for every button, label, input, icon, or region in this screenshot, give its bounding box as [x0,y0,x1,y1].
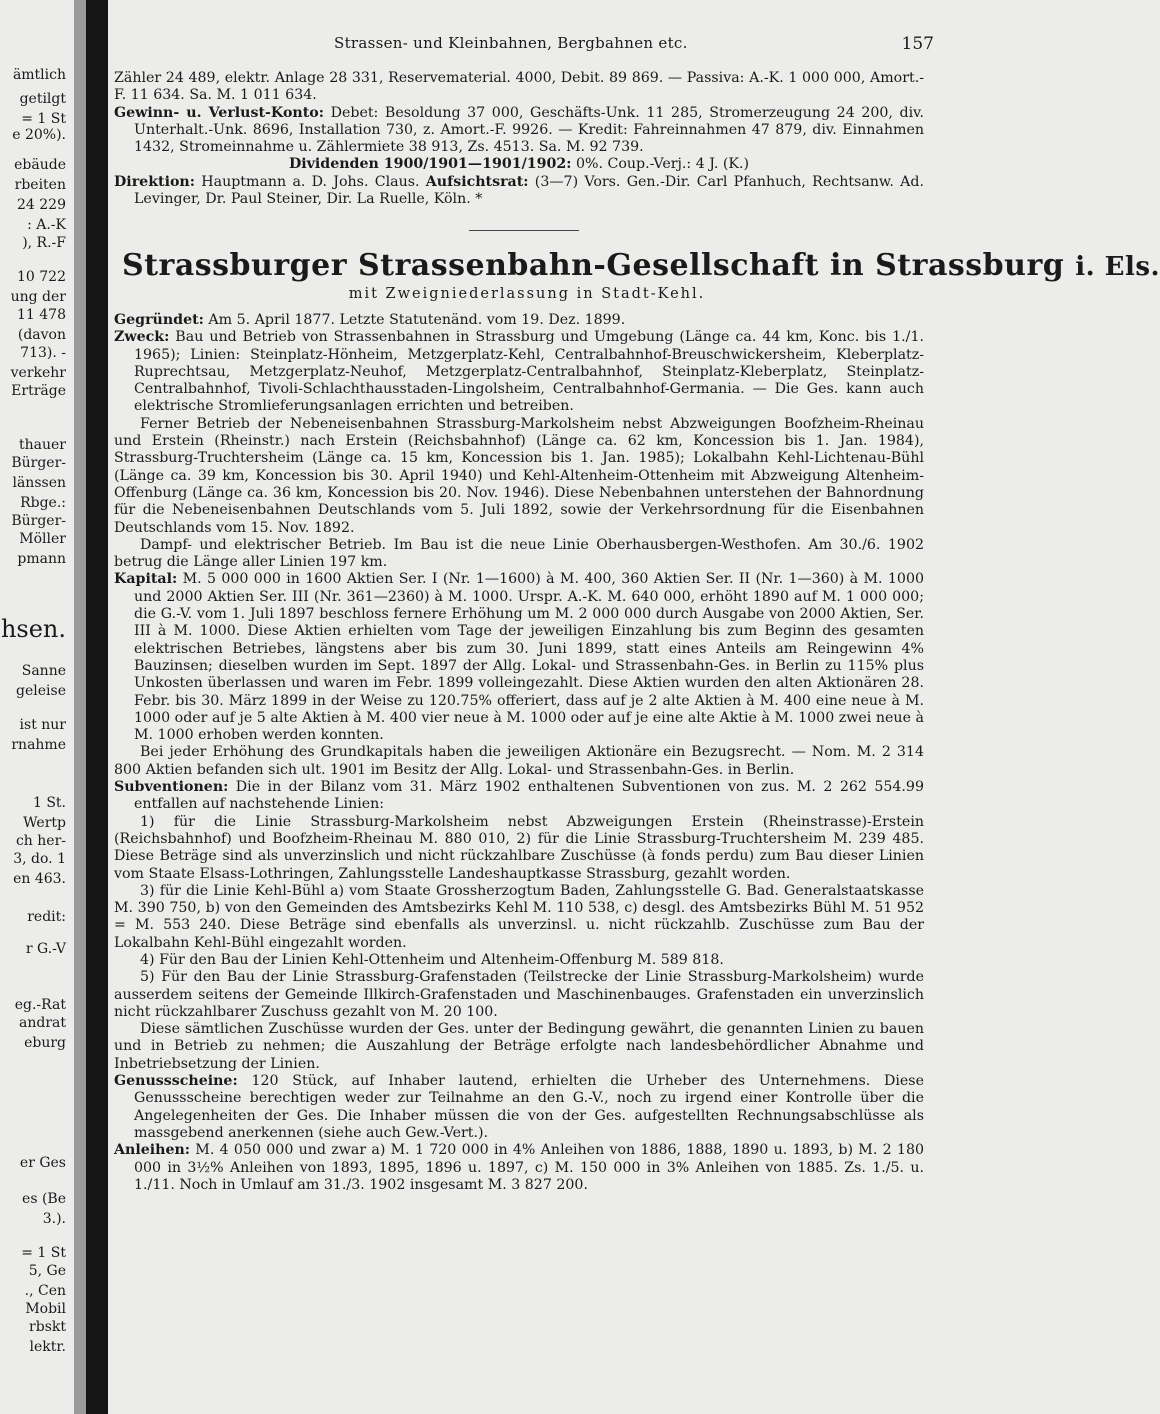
company-entry [114,312,924,1194]
facing-page-text: ebäude [14,157,66,173]
gewinn-label: Gewinn- u. Verlust-Konto: [114,104,324,121]
direktion-text: Hauptmann a. D. Johs. Claus. [194,173,420,190]
facing-page-text: 1 St. [32,795,66,811]
anleihen-text: M. 4 050 000 und zwar a) M. 1 720 000 in 4% Anleihen von 1886, 1888, 1890 u. 1893, b) M. 2 180 000 in 3½% Anleihen von 1893, 1895, 1896 u. 1897, c) M. 150 000 in 3% Anleihen von 1885. Zs. 1./5. u. 1./11. Noch in Umlauf am 31./3. 1902 insgesamt M. 3 827 200. [134,1142,924,1193]
subventionen-section [114,779,924,814]
facing-page-text: 713). - [20,345,66,361]
balance-line: Zähler 24 489, elektr. Anlage 28 331, Reservematerial. 4000, Debit. 89 869. — Passiva: A.-K. 1 000 000, Amort.-F. 11 634. Sa. M. 1 011 634. [114,70,924,104]
section-divider [469,230,579,231]
facing-page-text: ch her- [15,833,66,849]
facing-page-text: Erträge [11,383,66,399]
facing-page-text: (davon [17,327,66,343]
gewinn-text: Debet: Besoldung 37 000, Geschäfts-Unk. 11 285, Stromerzeugung 24 200, div. Unterhalt.-Unk. 8696, Installation 730, z. Amort.-F. 9926. — Kredit: Fahreinnahmen 47 879, div. Einnahmen 1432, Stromeinnahme u. Zählermiete 38 913, Zs. 4513. Sa. M. 92 739. [134,104,924,156]
facing-page-text: Rbge.: [20,495,66,511]
facing-page-text: andrat [19,1015,66,1031]
facing-page-text: ung der [10,289,66,305]
zweck-section [114,329,924,415]
facing-page-text: eburg [24,1035,66,1051]
subventionen-paragraph-6: Diese sämtlichen Zuschüsse wurden der Ges. unter der Bedingung gewährt, die genannten Linien zu bauen und in Betrieb zu nehmen; die Auszahlung der Beträge erfolgte nach landesbehördlicher Abnahme und Inbetriebsetzung der Linien. [114,1021,924,1072]
facing-page-text: ), R.-F [22,235,66,251]
zweck-paragraph-3: Dampf- und elektrischer Betrieb. Im Bau ist die neue Linie Oberhausbergen-Westhofen. Am 30./6. 1902 betrug die Länge aller Linien 197 km. [114,536,924,571]
gegruendet-label: Gegründet: [114,312,204,328]
zweck-text: Bau und Betrieb von Strassenbahnen in Strassburg und Umgebung (Länge ca. 44 km, Konc. bis 1./1. 1965); Linien: Steinplatz-Hönheim, Metzgerplatz-Kehl, Centralbahnhof-Breuschwickersheim, Kleberplatz-Ruprechtsau, Metzgerplatz-Neuhof, Metzgerplatz-Centralbahnhof, Steinplatz-Kleberplatz, Steinplatz-Centralbahnhof, Tivoli-Schlachthausstaden-Lingolsheim, Centralbahnhof-Germania. — Die Ges. kann auch elektrische Stromlieferungsanlagen errichten und betreiben. [134,329,924,415]
company-heading [122,248,1160,283]
subventionen-paragraph-5: 5) Für den Bau der Linie Strassburg-Grafenstaden (Teilstrecke der Linie Strassburg-Markolsheim) wurde ausserdem seitens der Gemeinde Illkirch-Grafenstaden und Maschinenbauges. Grafenstaden ein unverzinslich nicht rückzahlbarer Zuschuss gezahlt von M. 20 100. [114,969,924,1020]
facing-page-text: Mobil [25,1301,66,1317]
gegruendet-text: Am 5. April 1877. Letzte Statutenänd. vom 19. Dez. 1899. [203,312,626,328]
company-name: Strassburger Strassenbahn-Gesellschaft in Strassburg [122,248,1065,283]
facing-page-text: : A.-K [27,217,66,233]
facing-page-fragment [0,0,70,1414]
gewinn-section [114,105,924,157]
facing-page-text: 3, do. 1 [13,851,66,867]
facing-page-text: Bürger- [11,513,66,529]
facing-page-text: getilgt [19,91,66,107]
subventionen-paragraph-3: 3) für die Linie Kehl-Bühl a) vom Staate Grossherzogtum Baden, Zahlungsstelle G. Bad. Generalstaatskasse M. 390 750, b) von den Gemeinden des Amtsbezirks Kehl M. 110 538, c) desgl. des Amtsbezirks Bühl M. 51 952 = M. 553 240. Diese Beträge sind ebenfalls als unverzinsl. u. nicht rückzahlb. Zuschüsse zum Bau der Lokalbahn Kehl-Bühl eingezahlt worden. [114,882,924,951]
facing-page-text: er Ges [19,1155,66,1171]
facing-page-text: Möller [19,531,66,547]
facing-page-text: pmann [17,551,66,567]
facing-page-text: = 1 St [21,1245,66,1261]
page-body [114,0,1160,1414]
facing-page-text: redit: [27,909,66,925]
facing-page-text: ., Cen [24,1283,66,1299]
facing-page-text: 3.). [42,1211,66,1227]
zweck-label: Zweck: [114,329,170,346]
previous-entry [114,70,924,208]
facing-page-text: lektr. [29,1339,66,1355]
facing-page-text: Wertp [23,815,66,831]
binding-shadow [74,0,86,1414]
genussscheine-section [114,1073,924,1142]
facing-page-text: geleise [16,683,66,699]
facing-page-text: ist nur [19,717,66,733]
facing-page-text: es (Be [22,1191,66,1207]
facing-page-text: thauer [19,437,66,453]
company-location-suffix: i. Els. [1075,252,1160,282]
kapital-paragraph-2: Bei jeder Erhöhung des Grundkapitals haben die jeweiligen Aktionäre ein Bezugsrecht. — Nom. M. 2 314 800 Aktien befanden sich ult. 1901 im Besitz der Allg. Lokal- und Strassenbahn-Ges. in Berlin. [114,744,924,778]
aufsichtsrat-label: Aufsichtsrat: [425,173,529,190]
anleihen-label: Anleihen: [114,1142,191,1159]
kapital-label: Kapital: [114,571,178,588]
binding-gutter [86,0,108,1414]
dividenden-label: Dividenden 1900/1901—1901/1902: [288,156,572,173]
zweck-paragraph-2: Ferner Betrieb der Nebeneisenbahnen Strassburg-Markolsheim nebst Abzweigungen Boofzheim-Rheinau und Erstein (Rheinstr.) nach Erstein (Reichsbahnhof) (Länge ca. 62 km, Koncession bis 1. Jan. 1984), Strassburg-Truchtersheim (Länge ca. 15 km, Koncession bis 1. Jan. 1985); Lokalbahn Kehl-Lichtenau-Bühl (Länge ca. 39 km, Koncession bis 30. April 1940) und Kehl-Altenheim-Ottenheim mit Abzweigung Altenheim-Offenburg (Länge ca. 36 km, Koncession bis 20. Nov. 1946). Diese Nebenbahnen unterstehen der Bahnordnung für die Nebeneisenbahnen Deutschlands vom 5. Juli 1892, sowie der Verkehrsordnung für die Eisenbahnen Deutschlands vom 15. Nov. 1892. [114,415,924,536]
facing-page-text: länssen [12,475,66,491]
direktion-label: Direktion: [114,173,195,190]
facing-page-text: en 463. [13,871,66,887]
kapital-section [114,571,924,744]
genussscheine-text: 120 Stück, auf Inhaber lautend, erhielten die Urheber des Unternehmens. Diese Genussscheine berechtigen weder zur Teilnahme an den G.-V., noch zu irgend einer Kontrolle über die Angelegenheiten der Ges. Die Inhaber müssen die von der Ges. aufgestellten Rechnungsabschlüsse als massgebend anerkennen (siehe auch Gew.-Vert.). [134,1073,924,1141]
page-number: 157 [901,34,934,54]
facing-page-text: Sanne [21,663,66,679]
running-header [114,34,940,56]
facing-page-text: rbeiten [14,177,66,193]
company-subheading: mit Zweigniederlassung in Stadt-Kehl. [348,286,706,302]
facing-page-text: rbskt [29,1319,66,1335]
facing-page-text: r G.-V [25,941,66,957]
subventionen-paragraph-4: 4) Für den Bau der Linien Kehl-Ottenheim und Altenheim-Offenburg M. 589 818. [140,951,724,968]
facing-page-text: = 1 St [21,111,66,127]
subventionen-text: Die in der Bilanz vom 31. März 1902 enthaltenen Subventionen von zus. M. 2 262 554.99 entfallen auf nachstehende Linien: [134,779,924,813]
direktion-section [114,174,924,209]
genussscheine-label: Genussscheine: [114,1073,238,1090]
subventionen-paragraph-2: 1) für die Linie Strassburg-Markolsheim nebst Abzweigungen Erstein (Rheinstrasse)-Erstein (Reichsbahnhof) und Boofzheim-Rheinau M. 880 010, 2) für die Linie Strassburg-Truchtersheim M. 239 485. Diese Beträge sind als unverzinslich und nicht rückzahlbare Zuschüsse (à fonds perdu) zum Bau dieser Linien vom Staate Elsass-Lothringen, Zahlungsstelle Landeshauptkasse Strassburg, gezahlt worden. [114,813,924,882]
facing-page-text: e 20%). [12,127,66,143]
aufsichtsrat-text: (3—7) Vors. Gen.-Dir. Carl Pfanhuch, Rechtsanw. Ad. Levinger, Dr. Paul Steiner, Dir. La Ruelle, Köln. * [134,173,924,208]
facing-page-text: Bürger- [11,455,66,471]
facing-page-text: 5, Ge [28,1263,66,1279]
dividenden-text: 0%. Coup.-Verj.: 4 J. (K.) [571,156,750,173]
kapital-text: M. 5 000 000 in 1600 Aktien Ser. I (Nr. 1—1600) à M. 400, 360 Aktien Ser. II (Nr. 1—360) à M. 1000 und 2000 Aktien Ser. III (Nr. 361—2360) à M. 1000. Urspr. A.-K. M. 640 000, erhöht 1890 auf M. 1 000 000; die G.-V. vom 1. Juli 1897 beschloss fernere Erhöhung um M. 2 000 000 durch Ausgabe von 2000 Aktien, Ser. III à M. 1000. Diese Aktien erhielten vom Tage der jeweiligen Einzahlung bis zum Beginn des gesamten elektrischen Betriebes, längstens aber bis zum 30. Juni 1899, statt eines Anteils am Reingewinn 4% Bauzinsen; dieselben wurden im Sept. 1897 der Allg. Lokal- und Strassenbahn-Ges. in Berlin zu 115% plus Unkosten überlassen und waren im Febr. 1899 volleingezahlt. Diese Aktien wurden den alten Aktionären 28. Febr. bis 30. März 1899 in der Weise zu 120.75% offeriert, dass auf je 2 alte Aktien à M. 400 eine neue à M. 1000 oder auf je 5 alte Aktien à M. 400 vier neue à M. 1000 oder auf je eine alte Aktie à M. 1000 zwei neue à M. 1000 erhoben werden konnten. [134,571,924,744]
facing-page-text: 10 722 [17,269,66,285]
facing-page-text: hsen. [0,615,66,643]
facing-page-text: eg.-Rat [14,997,66,1013]
facing-page-text: 11 478 [17,307,66,323]
running-title: Strassen- und Kleinbahnen, Bergbahnen etc. [334,34,688,52]
facing-page-text: verkehr [10,365,66,381]
gegruendet-section [114,312,924,329]
anleihen-section [114,1142,924,1194]
subventionen-label: Subventionen: [114,779,229,796]
dividenden-section [114,156,924,173]
facing-page-text: 24 229 [17,197,66,213]
facing-page-text: ämtlich [12,67,66,83]
facing-page-text: rnahme [11,737,66,753]
